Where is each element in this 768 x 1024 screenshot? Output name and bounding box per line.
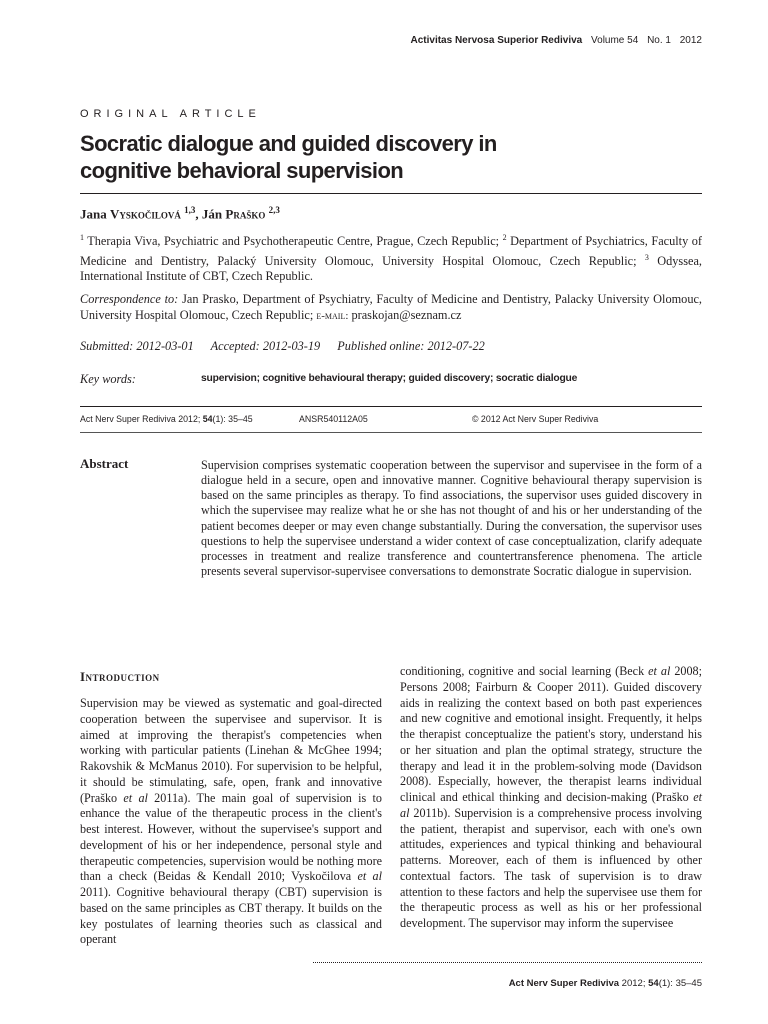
article-id: ANSR540112A05 <box>299 414 368 424</box>
author-list <box>80 205 280 222</box>
correspondence <box>80 292 702 324</box>
citation-journal: Act Nerv Super Rediviva 2012; <box>80 414 203 424</box>
page-footer <box>509 978 702 989</box>
author-1-first-name: Jana <box>80 206 110 222</box>
citation-volume: 54 <box>202 414 213 424</box>
affil-text-3: Odyssea, International Institute of CBT, Czech Republic. <box>80 253 702 284</box>
keywords-label: Key words: <box>80 372 136 386</box>
article-title <box>80 130 680 184</box>
right-text-3: 2011b). Supervision is a comprehensive process involving the patient, therapist and supervisor, each with one's own attitudes, experiences and typical thinking and behavioural patterns. Moreover, each of them is influenced by other contextual factors. The task of supervision is to draw attention to these factors and help the supervisee use them for the therapeutic process as well as his or her professional development. The supervisor may inform the supervisee <box>400 805 702 930</box>
left-etal-2: et al <box>357 869 382 884</box>
body-column-right <box>400 664 702 932</box>
journal-name: Activitas Nervosa Superior Rediviva <box>410 35 583 46</box>
affiliations <box>80 230 702 285</box>
running-head <box>410 35 702 46</box>
author-1-affiliation-marks: 1,3 <box>184 205 196 215</box>
left-text-1: Supervision may be viewed as systematic and goal-directed cooperation between the supervisee and supervisor. It is aimed at improving the therapist's competencies when working with particular patients (Linehan & McGhee 1994; Rakovshik & McManus 2010). For supervision to be helpful, it should be stimulating, safe, open, frank and innovative (Praško <box>80 696 382 805</box>
keywords-divider <box>80 406 702 407</box>
published-date: Published online: 2012-07-22 <box>337 339 485 353</box>
left-text-2: 2011a). The main goal of supervision is to enhance the value of the therapeutic process in the client's best interest. However, without the supervisee's support and development of his or her independence, personal style and therapeutic competencies, supervision would be nothing more than a check (Beidas & Kendall 2010; Vyskočilova <box>80 790 382 884</box>
affil-mark-1: 1 <box>80 233 84 242</box>
affil-text-1: Therapia Viva, Psychiatric and Psychotherapeutic Centre, Prague, Czech Republic; <box>84 234 503 249</box>
right-text-1: conditioning, cognitive and social learning (Beck <box>400 664 649 678</box>
affil-text-2: Department of Psychiatrics, Faculty of Medicine and Dentistry, Palacký University Olomouc, University Hospital Olomouc, Czech Republic; <box>80 234 702 268</box>
volume: Volume 54 <box>591 35 639 46</box>
footer-dotted-rule <box>313 962 702 963</box>
author-separator: , Ján <box>195 206 226 222</box>
email-label: e-mail: <box>316 309 349 322</box>
author-2-affiliation-marks: 2,3 <box>268 205 280 215</box>
footer-pages: (1): 35–45 <box>658 978 702 989</box>
keywords: supervision; cognitive behavioural therapy; guided discovery; socratic dialogue <box>201 373 578 384</box>
article-dates <box>80 339 499 354</box>
affil-mark-2: 2 <box>502 233 507 242</box>
title-line-1: Socratic dialogue and guided discovery in <box>80 131 497 156</box>
abstract-heading: Abstract <box>80 456 129 471</box>
citation-reference <box>80 414 253 424</box>
copyright: © 2012 Act Nerv Super Rediviva <box>472 414 599 424</box>
author-1-last-name: Vyskočilová <box>109 206 181 222</box>
article-type: ORIGINAL ARTICLE <box>80 108 261 120</box>
title-line-2: cognitive behavioral supervision <box>80 158 404 183</box>
footer-volume: 54 <box>648 978 659 989</box>
citation-pages: (1): 35–45 <box>212 414 253 424</box>
right-etal-1: et al <box>648 664 671 678</box>
left-etal-1: et al <box>123 790 148 805</box>
author-2-last-name: Praško <box>225 206 266 222</box>
citation-divider <box>80 432 702 433</box>
correspondence-address: Jan Prasko, Department of Psychiatry, Faculty of Medicine and Dentistry, Palacky University Olomouc, University Hospital Olomouc, Czech Republic; <box>80 292 703 322</box>
affil-mark-3: 3 <box>644 252 649 262</box>
correspondence-label: Correspondence to: <box>80 292 179 306</box>
body-column-left <box>80 696 382 948</box>
left-text-3: 2011). Cognitive behavioural therapy (CBT) supervision is based on the same principles as CBT therapy. It builds on the key postulates of learning theories such as classical and operant <box>80 885 382 947</box>
year: 2012 <box>679 35 702 46</box>
footer-journal: Act Nerv Super Rediviva <box>508 978 620 989</box>
right-text-2: 2008; Persons 2008; Fairburn & Cooper 2011). Guided discovery aids in realizing the context based on both past experiences and new cognitive and emotional insight. Frequently, it helps the therapist conceptualize the patient's story, understand his or her situation and plan the optimal strategy, structure the therapy and lead it in the problem-solving mode (Davidson 2008). Especially, however, the therapist learns individual clinical and ethical thinking and decision-making (Praško <box>400 664 702 804</box>
title-divider <box>80 193 702 194</box>
accepted-date: Accepted: 2012-03-19 <box>210 339 321 353</box>
email-address[interactable]: praskojan@seznam.cz <box>348 307 462 322</box>
footer-year: 2012; <box>619 978 649 989</box>
issue-number: No. 1 <box>647 35 671 46</box>
submitted-date: Submitted: 2012-03-01 <box>80 339 194 353</box>
introduction-heading: Introduction <box>80 669 160 684</box>
right-etal-2: et al <box>400 790 702 820</box>
abstract-text: Supervision comprises systematic cooperation between the supervisor and supervisee in the form of a dialogue held in a secure, open and innovative manner. Cognitive behavioural therapy supervision is based on the same principles as therapy. To find associations, the supervisor uses guided discovery in which the supervisee may realize what he or she has not thought of and his or her understanding of the patient becomes deeper or may even change substantially. During the conversation, the supervisor uses questions to help the supervisee understand a wider context of case conceptualization, clarify adequate processes in treatment and realize transference and countertransference phenomena. The article presents several supervisor-supervisee conversations to demonstrate Socratic dialogue in supervision. <box>201 458 702 579</box>
